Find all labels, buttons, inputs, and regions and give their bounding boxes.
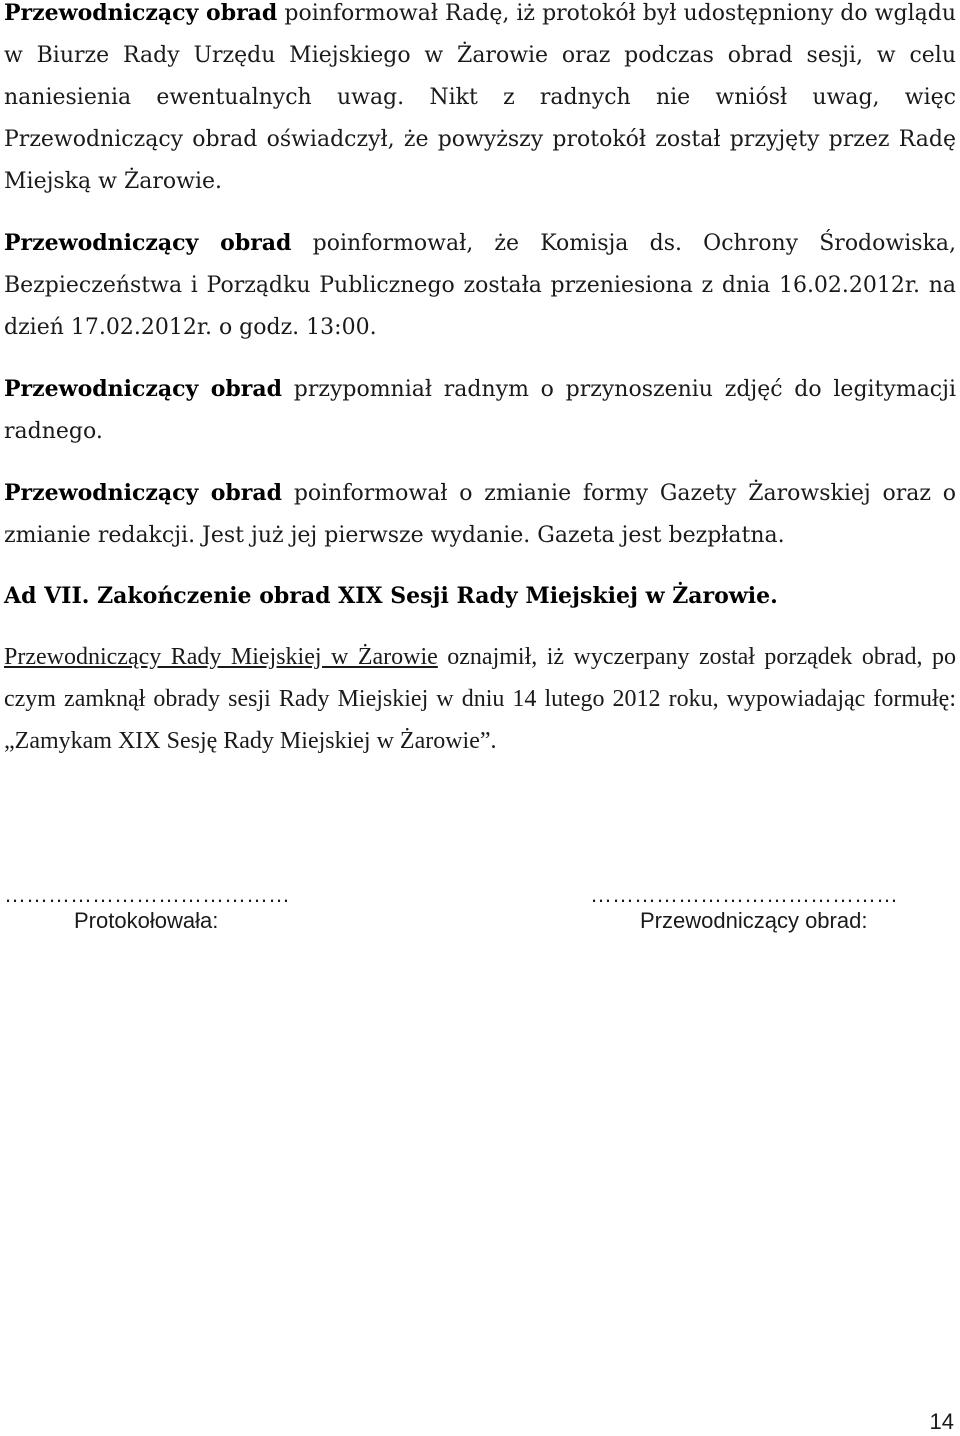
- paragraph-text: poinformował o zmianie formy Gazety Żarowskiej oraz o zmianie redakcji. Jest już jej pierwsze wydanie. Gazeta jest bezpłatna.: [4, 481, 956, 548]
- paragraph-session-closing: [4, 636, 956, 762]
- paragraph-gazette-change: [4, 472, 956, 557]
- paragraph-text: poinformował Radę, iż protokół był udostępniony do wglądu w Biurze Rady Urzędu Miejskiego w Żarowie oraz podczas obrad sesji, w celu naniesienia ewentualnych uwag. Nikt z radnych nie wniósł uwag, więc Przewodniczący obrad oświadczył, że powyższy protokół został przyjęty przez Radę Miejską w Żarowie.: [4, 1, 956, 194]
- chairman-label: Przewodniczący obrad: [4, 230, 292, 256]
- chairman-title-underlined: Przewodniczący Rady Miejskiej w Żarowie: [4, 644, 438, 670]
- signature-line: ……………………………………: [590, 882, 898, 907]
- paragraph-commission-rescheduled: [4, 222, 956, 349]
- signature-label: Przewodniczący obrad:: [640, 908, 868, 933]
- signature-line: …………………………………: [4, 882, 290, 907]
- section-heading: Ad VII. Zakończenie obrad XIX Sesji Rady Miejskiej w Żarowie.: [4, 583, 778, 609]
- signature-recorder: [4, 882, 290, 934]
- paragraph-text: przypomniał radnym o przynoszeniu zdjęć do legitymacji radnego.: [4, 377, 956, 444]
- paragraph-photo-reminder: [4, 368, 956, 453]
- paragraph-text: oznajmił, iż wyczerpany został porządek obrad, po czym zamknął obrady sesji Rady Miejskiej w dniu 14 lutego 2012 roku, wypowiadając formułę: „Zamykam XIX Sesję Rady Miejskiej w Żarowie”.: [4, 644, 956, 754]
- page-number: 14: [929, 1409, 954, 1434]
- chairman-label: Przewodniczący obrad: [4, 376, 282, 402]
- chairman-label: Przewodniczący obrad: [4, 480, 283, 506]
- paragraph-report-availability: [4, 0, 956, 203]
- paragraph-text: poinformował, że Komisja ds. Ochrony Środowiska, Bezpieczeństwa i Porządku Publicznego została przeniesiona z dnia 16.02.2012r. na dzień 17.02.2012r. o godz. 13:00.: [4, 231, 956, 340]
- signature-label: Protokołowała:: [74, 908, 219, 933]
- chairman-label: Przewodniczący obrad: [4, 0, 278, 26]
- signature-chairman: [590, 882, 898, 934]
